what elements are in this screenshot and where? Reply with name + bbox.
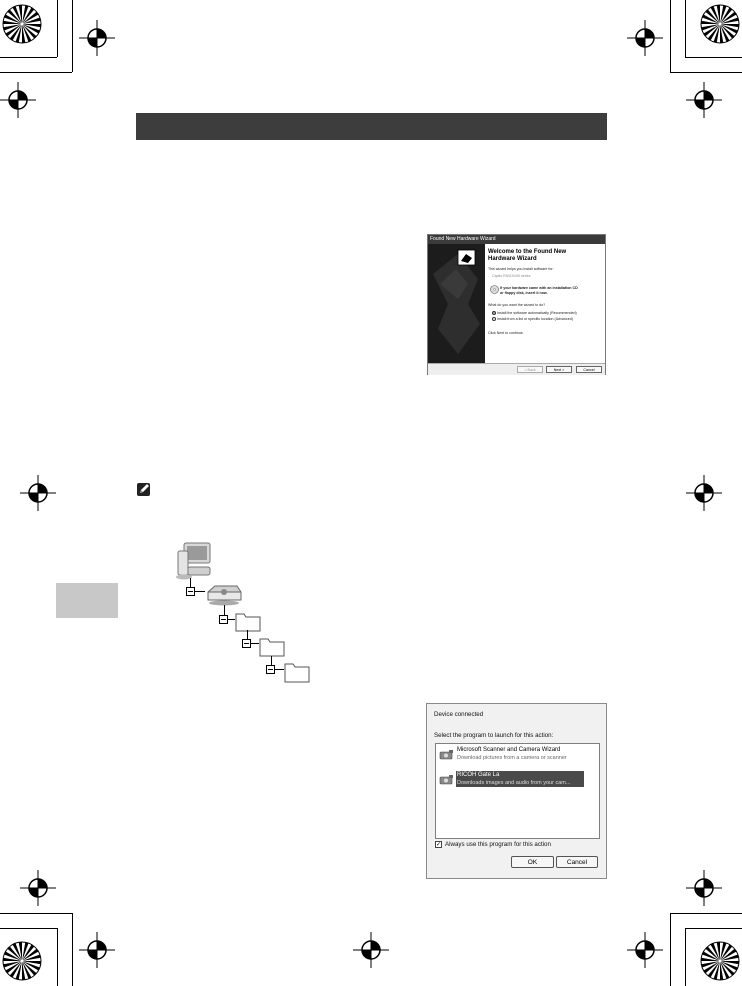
registration-mark-icon bbox=[686, 870, 722, 906]
wizard-banner bbox=[428, 244, 485, 364]
crop-line bbox=[72, 0, 73, 72]
crop-line bbox=[57, 0, 58, 57]
color-target-icon bbox=[2, 941, 42, 981]
radio-button[interactable] bbox=[492, 311, 496, 315]
crop-line bbox=[685, 57, 742, 58]
always-use-checkbox[interactable]: ✓ bbox=[436, 842, 442, 848]
crop-line bbox=[670, 0, 671, 72]
crop-line bbox=[670, 913, 671, 986]
crop-line bbox=[0, 928, 57, 929]
wizard-option-auto[interactable] bbox=[492, 311, 577, 316]
color-target-icon bbox=[2, 4, 42, 44]
crop-line bbox=[0, 913, 72, 914]
registration-mark-icon bbox=[627, 20, 663, 56]
color-target-icon bbox=[700, 4, 740, 44]
tree-connector bbox=[275, 669, 284, 670]
scanner-camera-icon bbox=[439, 749, 455, 761]
registration-mark-icon bbox=[79, 932, 115, 968]
crop-line bbox=[57, 928, 58, 986]
program-name: RICOH Gate La bbox=[457, 772, 500, 778]
folder-icon bbox=[259, 635, 285, 657]
program-description: Download pictures from a camera or scanner bbox=[457, 755, 567, 761]
program-name: Microsoft Scanner and Camera Wizard bbox=[457, 747, 561, 753]
wizard-intro: This wizard helps you install software for: bbox=[488, 267, 554, 271]
next-button[interactable]: Next > bbox=[546, 366, 572, 373]
tree-connector bbox=[195, 591, 205, 592]
color-target-center bbox=[21, 23, 24, 26]
registration-mark-icon bbox=[79, 20, 115, 56]
tree-connector bbox=[190, 578, 191, 587]
color-target-center bbox=[719, 960, 722, 963]
tree-connector bbox=[247, 630, 248, 639]
cd-icon bbox=[490, 285, 499, 294]
ok-button[interactable]: OK bbox=[511, 856, 554, 868]
wizard-heading bbox=[488, 249, 598, 263]
back-button[interactable]: < Back bbox=[517, 366, 543, 373]
program-list[interactable] bbox=[435, 743, 600, 839]
crop-line bbox=[0, 57, 57, 58]
folder-icon bbox=[284, 660, 310, 683]
crop-line bbox=[0, 72, 72, 73]
program-description: Downloads images and audio from your cam... bbox=[457, 780, 571, 786]
ricoh-gate-icon bbox=[439, 774, 455, 786]
collapse-toggle[interactable] bbox=[186, 587, 195, 596]
tree-connector bbox=[228, 619, 235, 620]
dialog-title: Device connected bbox=[434, 711, 484, 718]
tree-connector bbox=[224, 605, 225, 615]
device-connected-dialog bbox=[426, 703, 607, 879]
wizard-button-bar bbox=[428, 363, 605, 375]
wizard-banner-graphic bbox=[428, 244, 485, 364]
option-label: Install from a list or specific location (Advanced) bbox=[497, 317, 573, 321]
collapse-toggle[interactable] bbox=[242, 639, 251, 648]
registration-mark-icon bbox=[20, 475, 56, 511]
always-use-label: Always use this program for this action bbox=[445, 841, 551, 848]
crop-line bbox=[670, 72, 742, 73]
collapse-toggle[interactable] bbox=[266, 665, 275, 674]
registration-mark-icon bbox=[686, 82, 722, 118]
found-new-hardware-wizard bbox=[427, 234, 606, 375]
wizard-option-advanced[interactable] bbox=[492, 317, 573, 322]
registration-mark-icon bbox=[0, 82, 36, 118]
registration-mark-icon bbox=[20, 870, 56, 906]
wizard-question: What do you want the wizard to do? bbox=[488, 303, 546, 307]
dialog-prompt: Select the program to launch for this action: bbox=[434, 732, 554, 739]
tree-connector bbox=[251, 643, 259, 644]
registration-mark-icon bbox=[627, 932, 663, 968]
wizard-cd-notice: If your hardware came with an installation CD bbox=[500, 286, 578, 290]
wizard-cd-notice: or floppy disk, insert it now. bbox=[500, 291, 548, 295]
wizard-content bbox=[488, 245, 604, 363]
crop-line bbox=[72, 913, 73, 986]
wizard-device-name: Caplio R5/GX100 series bbox=[492, 274, 531, 278]
chapter-tab bbox=[56, 583, 118, 618]
registration-mark-icon bbox=[353, 932, 389, 968]
computer-icon bbox=[174, 541, 214, 581]
option-label: Install the software automatically (Recommended) bbox=[497, 311, 577, 315]
tree-connector bbox=[271, 656, 272, 665]
wizard-heading-line: Welcome to the Found New bbox=[488, 249, 567, 255]
collapse-toggle[interactable] bbox=[219, 615, 228, 624]
crop-line bbox=[685, 0, 686, 57]
color-target-center bbox=[719, 23, 722, 26]
color-target-center bbox=[21, 960, 24, 963]
wizard-window-title: Found New Hardware Wizard bbox=[428, 235, 605, 244]
crop-line bbox=[670, 913, 742, 914]
registration-mark-icon bbox=[686, 475, 722, 511]
wizard-continue-hint: Click Next to continue. bbox=[488, 331, 524, 335]
note-pencil-icon bbox=[137, 482, 152, 497]
wizard-heading-line: Hardware Wizard bbox=[488, 256, 537, 262]
crop-line bbox=[685, 928, 686, 986]
cancel-button[interactable]: Cancel bbox=[576, 366, 602, 373]
folder-icon bbox=[235, 610, 261, 632]
camera-device-icon bbox=[205, 583, 243, 607]
color-target-icon bbox=[700, 941, 740, 981]
crop-line bbox=[685, 928, 742, 929]
cancel-button[interactable]: Cancel bbox=[556, 856, 598, 868]
radio-button[interactable] bbox=[492, 317, 496, 321]
section-header-bar bbox=[136, 113, 607, 140]
